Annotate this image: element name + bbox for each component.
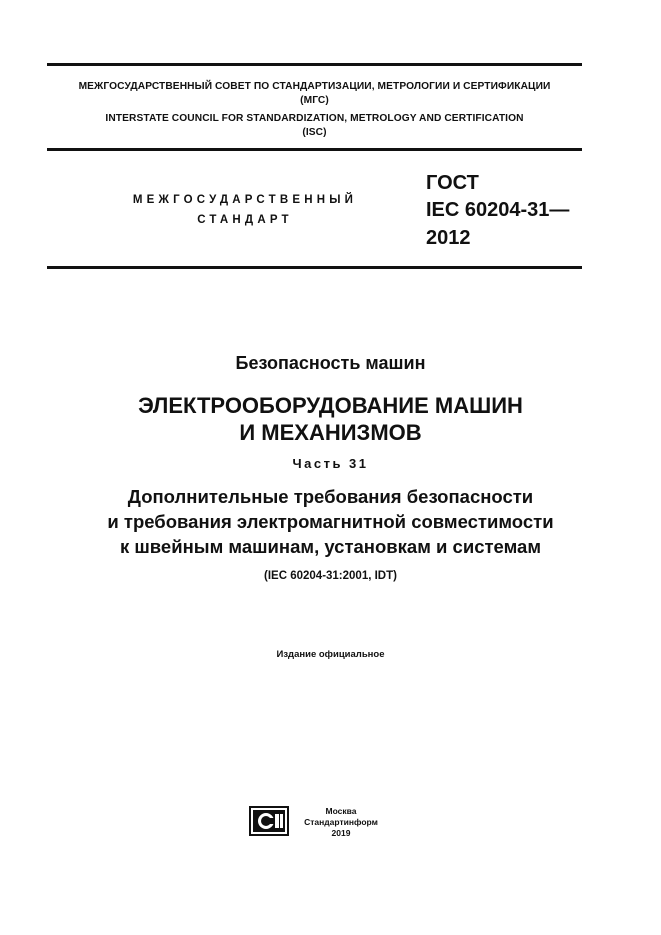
standard-type-line1: МЕЖГОСУДАРСТВЕННЫЙ [132, 194, 358, 206]
publication-year: 2019 [331, 828, 351, 838]
council-abbr-en: (ISC) [302, 127, 327, 138]
subtitle-line2: и требования электромагнитной совместимости [107, 511, 554, 532]
iec-reference: (IEC 60204-31:2001, IDT) [264, 570, 397, 582]
standartinform-logo-icon [249, 806, 289, 836]
part-label: Часть 31 [292, 456, 369, 471]
main-title-line2: И МЕХАНИЗМОВ [239, 420, 422, 445]
standard-code-line1: ГОСТ [426, 172, 479, 194]
top-rule [47, 63, 582, 66]
main-title-line1: ЭЛЕКТРООБОРУДОВАНИЕ МАШИН [138, 393, 523, 418]
subtitle-line1: Дополнительные требования безопасности [127, 486, 534, 507]
publisher-city: Москва [325, 806, 357, 816]
standard-rule [47, 266, 582, 269]
council-name-en: INTERSTATE COUNCIL FOR STANDARDIZATION, METROLOGY AND CERTIFICATION [105, 113, 524, 124]
council-name-ru: МЕЖГОСУДАРСТВЕННЫЙ СОВЕТ ПО СТАНДАРТИЗАЦИИ, МЕТРОЛОГИИ И СЕРТИФИКАЦИИ [78, 81, 551, 92]
publisher-name: Стандартинформ [304, 817, 378, 827]
edition-label: Издание официальное [276, 649, 385, 660]
council-abbr-ru: (МГС) [300, 95, 329, 106]
standard-code-line2: IEC 60204-31— [426, 199, 570, 221]
subtitle-line3: к швейным машинам, установкам и системам [119, 536, 542, 557]
standard-code-line3: 2012 [426, 227, 471, 249]
general-title: Безопасность машин [235, 353, 426, 373]
standard-type-line2: СТАНДАРТ [197, 214, 293, 226]
header-rule [47, 148, 582, 151]
